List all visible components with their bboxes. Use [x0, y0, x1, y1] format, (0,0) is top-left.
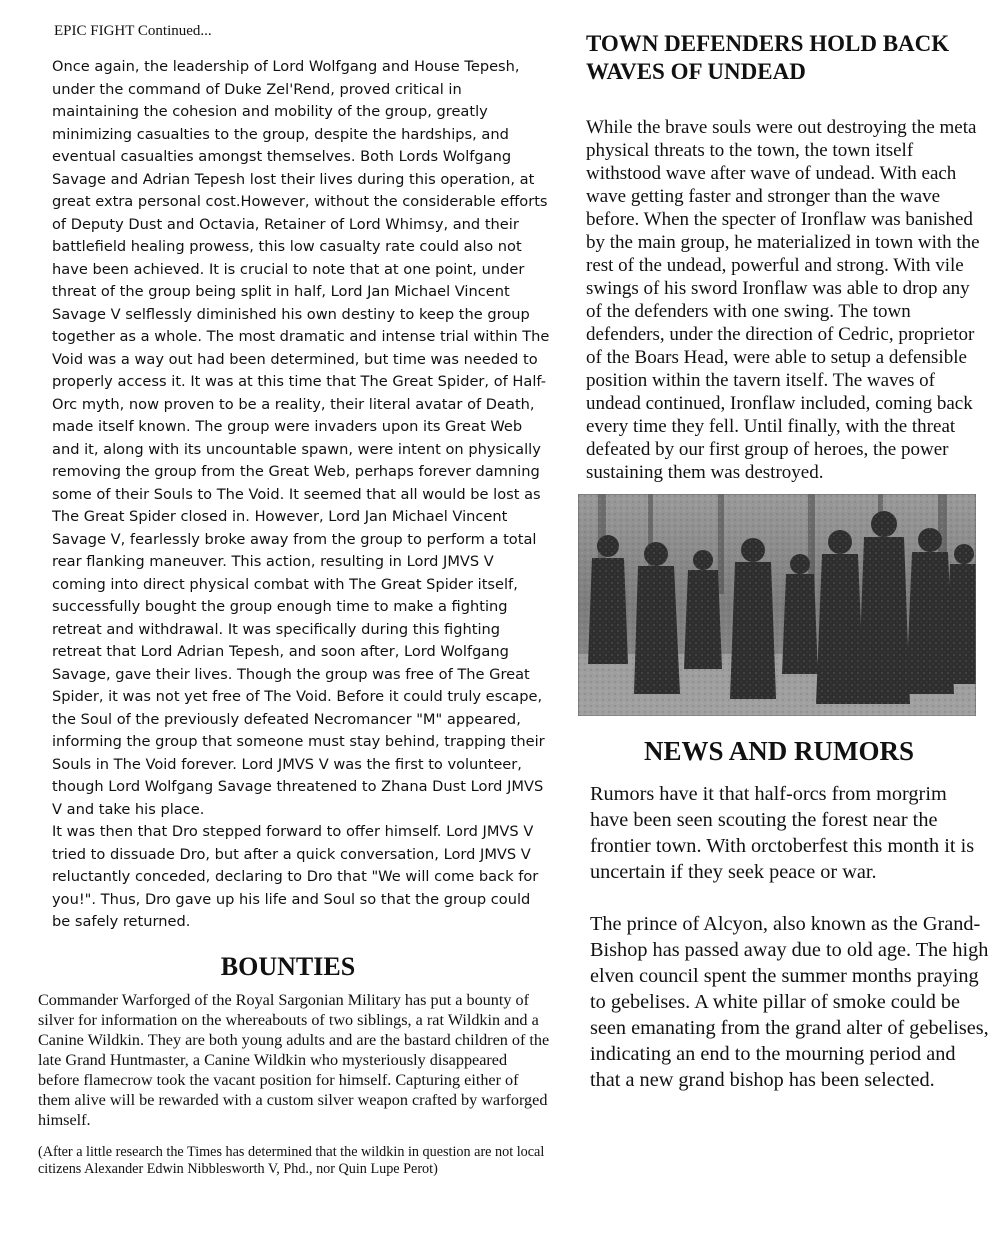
bounties-note: (After a little research the Times has determined that the wildkin in question are not local citizens Alexander Edwin Nibblesworth V, Phd., nor Quin Lupe Perot)	[38, 1143, 545, 1177]
news-paragraph: Rumors have it that half-orcs from morgrim have been seen scouting the forest near the frontier town. With orctoberfest this month it is uncertain if they seek peace or war.	[590, 783, 975, 883]
left-column	[38, 22, 550, 1178]
right-column	[580, 30, 990, 1119]
town-defenders-heading: TOWN DEFENDERS HOLD BACK WAVES OF UNDEAD	[586, 31, 950, 84]
continued-label: EPIC FIGHT Continued...	[54, 23, 212, 39]
epic-paragraph: Once again, the leadership of Lord Wolfgang and House Tepesh, under the command of Duke Zel'Rend, proved critical in maintaining the cohesion and mobility of the group, greatly minimizing casualties to the group, despite the hardships, and eventual casualties amongst themselves. Both Lords Wolfgang Savage and Adrian Tepesh lost their lives during this operation, at great extra personal cost.However, without the considerable efforts of Deputy Dust and Octavia, Retainer of Lord Whimsy, and their battlefield healing prowess, this low casualty rate could also not have been achieved. It is crucial to note that at one point, under threat of the group being split in half, Lord Jan Michael Vincent Savage V selflessly diminished his own destiny to keep the group together as a whole. The most dramatic and intense trial within The Void was a way out had been determined, but time was needed to properly access it. It was at this time that The Great Spider, of Half-Orc myth, now proven to be a reality, their literal avatar of Death, made itself known. The group were invaders upon its Great Web and it, along with its uncountable spawn, were intent on physically removing the group from the Great Web, perhaps forever damning some of their Souls to The Void. It seemed that all would be lost as The Great Spider closed in. However, Lord Jan Michael Vincent Savage V, fearlessly broke away from the group to perform a total rear flanking maneuver. This action, resulting in Lord JMVS V coming into direct physical combat with The Great Spider itself, successfully bought the group enough time to make a fighting retreat and withdrawal. It was specifically during this fighting retreat that Lord Adrian Tepesh, and soon after, Lord Wolfgang Savage, gave their lives. Though the group was free of The Great Spider, it was not yet free of The Void. Before it could truly escape, the Soul of the previously defeated Necromancer "M" appeared, informing the group that someone must stay behind, trapping their Souls in The Void forever. Lord JMVS V was the first to volunteer, though Lord Wolfgang Savage threatened to Zhana Dust Lord JMVS V and take his place.	[52, 58, 550, 818]
epic-fight-article	[52, 56, 552, 934]
news-paragraph: The prince of Alcyon, also known as the Grand-Bishop has passed away due to old age. The high elven council spent the summer months praying to gebelises. A white pillar of smoke could be seen emanating from the grand alter of gebelises, indicating an end to the mourning period and that a new grand bishop has been selected.	[590, 913, 989, 1091]
town-defenders-article: While the brave souls were out destroying the meta physical threats to the town, the town itself withstood wave after wave of undead. With each wave getting faster and stronger than the wave before. When the specter of Ironflaw was banished by the main group, he materialized in town with the rest of the undead, powerful and strong. With vile swings of his sword Ironflaw was able to drop any of the defenders with one swing. The town defenders, under the direction of Cedric, proprietor of the Boars Head, were able to setup a defensible position within the tavern itself. The waves of undead continued, Ironflaw included, coming back every time they fell. Until finally, with the threat defeated by our first group of heroes, the power sustaining them was destroyed.	[586, 117, 980, 483]
news-and-rumors-heading: NEWS AND RUMORS	[643, 736, 915, 766]
undead-horde-photo	[578, 494, 976, 716]
news-and-rumors-article	[590, 781, 990, 1093]
photo-grain	[578, 494, 976, 716]
epic-paragraph: It was then that Dro stepped forward to offer himself. Lord JMVS V tried to dissuade Dro, but after a quick conversation, Lord JMVS V reluctantly conceded, declaring to Dro that "We will come back for you!". Thus, Dro gave up his life and Soul so that the group could be safely returned.	[52, 823, 539, 930]
bounties-heading: BOUNTIES	[220, 951, 356, 981]
bounties-article: Commander Warforged of the Royal Sargonian Military has put a bounty of silver for information on the whereabouts of two siblings, a rat Wildkin and a Canine Wildkin. They are both young adults and are the bastard children of the late Grand Huntmaster, a Canine Wildkin who mysteriously disappeared before flamecrow took the vacant position for himself. Capturing either of them alive will be rewarded with a custom silver weapon crafted by warforged himself.	[38, 990, 550, 1129]
